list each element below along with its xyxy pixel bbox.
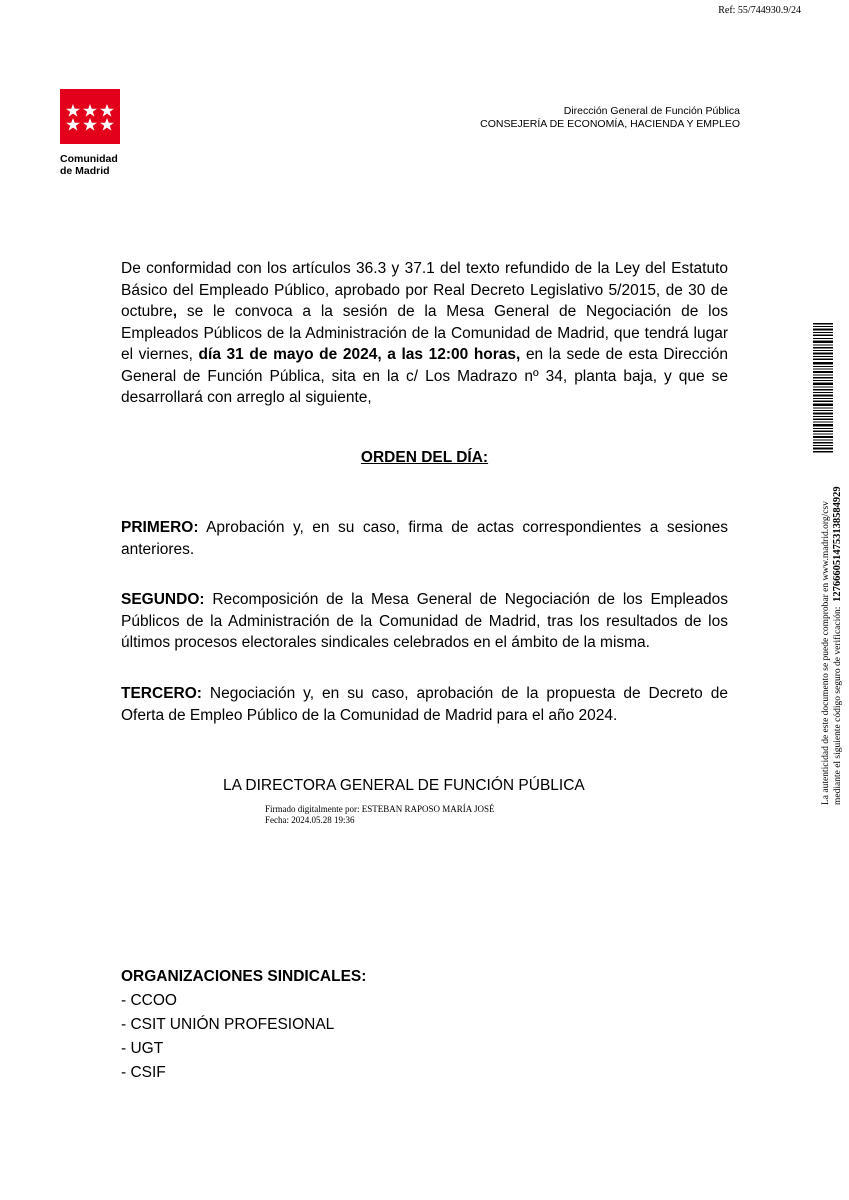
ministry-name: CONSEJERÍA DE ECONOMÍA, HACIENDA Y EMPLEO: [480, 118, 740, 130]
verification-line-2: [832, 445, 844, 805]
logo-line-1: Comunidad: [60, 153, 118, 165]
agenda-title: ORDEN DEL DÍA:: [360, 449, 489, 466]
agenda-item-label: PRIMERO:: [121, 519, 199, 536]
department-header: [400, 105, 740, 131]
barcode-icon: [813, 323, 833, 453]
verification-line-1: La autenticidad de este documento se puede comprobar en www.madrid.org/csv: [821, 501, 831, 805]
unions-title: ORGANIZACIONES SINDICALES:: [121, 968, 367, 985]
agenda-item-label: SEGUNDO:: [121, 591, 205, 608]
agenda-item-text: Aprobación y, en su caso, firma de actas correspondientes a sesiones anteriores.: [121, 519, 728, 558]
verification-code: 1276660514753138584929: [832, 486, 843, 602]
digital-signature: [265, 804, 495, 826]
intro-comma: ,: [172, 303, 178, 320]
intro-paragraph: [121, 258, 728, 409]
agenda-item-2: [121, 589, 728, 654]
intro-part-2: se le convoca a la sesión de la Mesa General de Negociación de los Empleados Públicos de la Administración de la Comunidad de Madrid, que tendrá lugar el viernes,: [121, 303, 728, 363]
intro-part-1: De conformidad con los artículos 36.3 y 37.1 del texto refundido de la Ley del Estatuto Básico del Empleado Público, aprobado por Real Decreto Legislativo 5/2015, de 30 de octubre: [121, 260, 728, 320]
intro-part-3: en la sede de esta Dirección General de Función Pública, sita en la c/ Los Madrazo nº 34, planta baja, y que se desarrollará con arreglo al siguiente,: [121, 346, 728, 406]
agenda-item-text: Recomposición de la Mesa General de Negociación de los Empleados Públicos de la Administración de la Comunidad de Madrid, tras los resultados de los últimos procesos electorales sindicales celebrados en el ámbito de la misma.: [121, 591, 728, 651]
logo-line-2: de Madrid: [60, 165, 110, 177]
comunidad-de-madrid-logo: [60, 89, 120, 177]
agenda-item-label: TERCERO:: [121, 685, 202, 702]
agenda-item-3: [121, 683, 728, 726]
verification-notice: [820, 445, 844, 805]
union-item: - CSIF: [121, 1064, 166, 1081]
agenda-item-text: Negociación y, en su caso, aprobación de la propuesta de Decreto de Oferta de Empleo Público de la Comunidad de Madrid para el año 2024.: [121, 685, 728, 724]
union-item: - CSIT UNIÓN PROFESIONAL: [121, 1016, 335, 1033]
department-name: Dirección General de Función Pública: [563, 105, 740, 117]
logo-flag-icon: [60, 89, 120, 144]
agenda-item-1: [121, 517, 728, 560]
signature-date: Fecha: 2024.05.28 19:36: [265, 815, 355, 825]
verification-label: mediante el siguiente código seguro de verificación:: [833, 606, 843, 805]
signatory-title: LA DIRECTORA GENERAL DE FUNCIÓN PÚBLICA: [223, 777, 585, 794]
signed-by: Firmado digitalmente por: ESTEBAN RAPOSO MARÍA JOSÉ: [265, 804, 495, 814]
union-item: - CCOO: [121, 992, 177, 1009]
unions-list: [121, 965, 366, 1085]
meeting-date: día 31 de mayo de 2024, a las 12:00 horas,: [198, 346, 521, 363]
reference-number: Ref: 55/744930.9/24: [718, 5, 801, 16]
union-item: - UGT: [121, 1040, 164, 1057]
logo-text: [60, 153, 120, 177]
